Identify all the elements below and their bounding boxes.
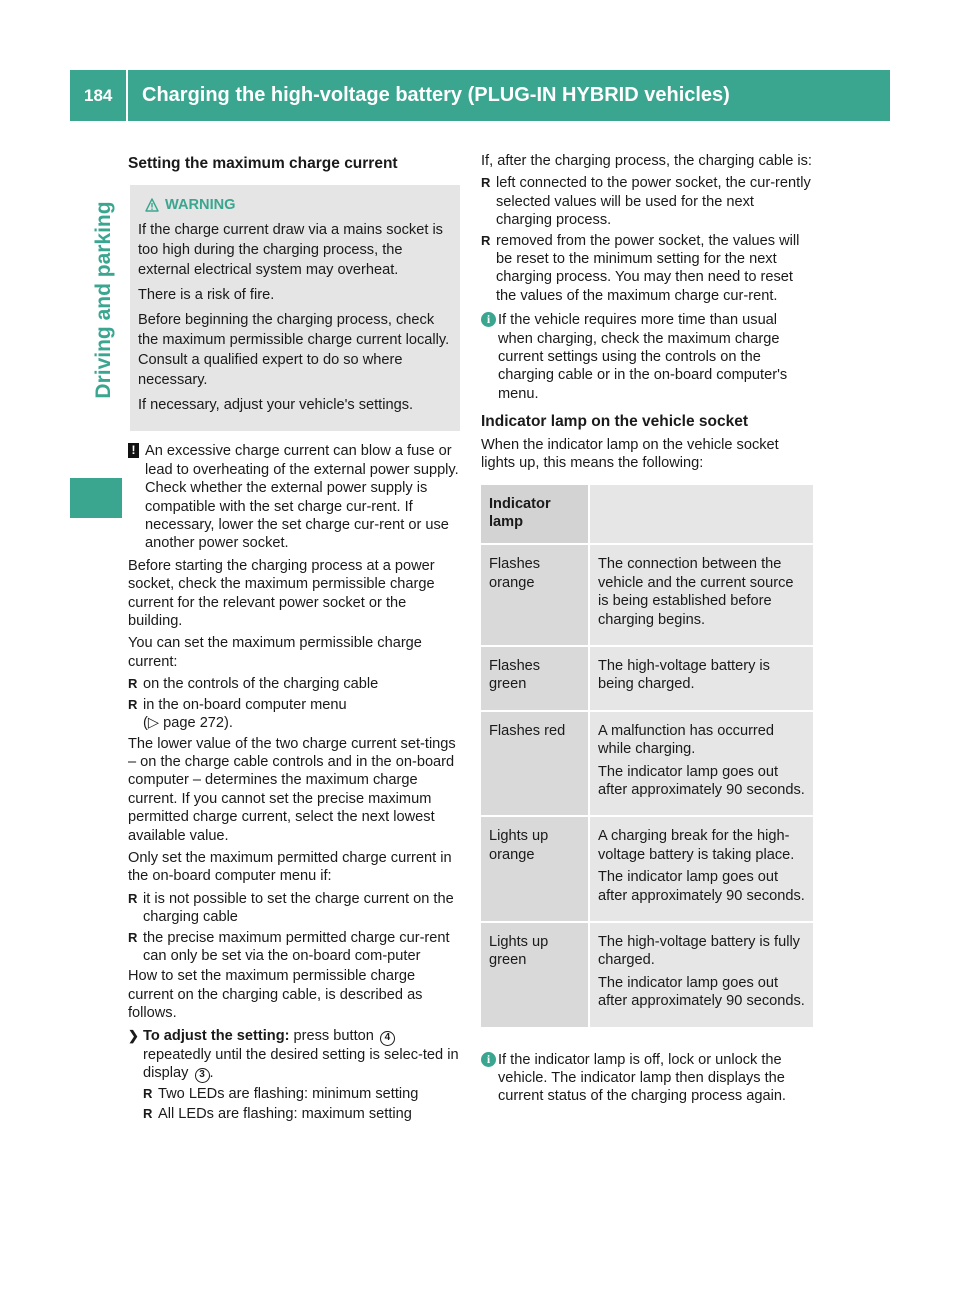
info-note [481,311,813,403]
info-text: If the vehicle requires more time than usual when charging, check the maximum charge current settings using the controls on the charging cable or in the on-board computer's menu. [498,312,788,402]
step-end: . [209,1065,214,1081]
callout-number-icon: 4 [380,1031,395,1046]
table-row [481,921,813,1027]
meaning-text: The indicator lamp goes out after approximately 90 seconds. [598,763,805,798]
lamp-meaning [590,710,813,816]
lamp-meaning [590,645,813,710]
info-icon: i [481,312,496,327]
meaning-text: The indicator lamp goes out after approximately 90 seconds. [598,974,805,1010]
table-row [481,645,813,710]
meaning-text: The indicator lamp goes out after approximately 90 seconds. [598,869,805,904]
callout-number-icon: 3 [195,1068,210,1083]
info-text: If the indicator lamp is off, lock or unlock the vehicle. The indicator lamp then displays the current status of the charging process again. [498,1051,786,1105]
meaning-text: The high-voltage battery is being charged. [598,657,770,693]
page-title: Charging the high-voltage battery (PLUG-IN HYBRID vehicles) [142,84,730,106]
warning-text: Before beginning the charging process, check the maximum permissible charge current locally. Consult a qualified expert to do so where necessary. [138,312,450,389]
paragraph: Only set the maximum permitted charge current in the on-board computer menu if: [128,849,452,885]
bullet-list [128,890,460,966]
paragraph: If, after the charging process, the charging cable is: [481,153,812,169]
lamp-state: Flashes green [481,645,590,710]
paragraph: When the indicator lamp on the vehicle socket lights up, this means the following: [481,436,779,472]
caution-note [128,442,460,552]
list-item: R the precise maximum permitted charge cur-rent can only be set via the on-board com-puter [128,929,460,966]
instruction-step [128,1027,460,1083]
warning-text: If the charge current draw via a mains socket is too high during the charging process, the external electrical system may overheat. [138,222,443,279]
lamp-meaning [590,815,813,921]
step-arrow-icon: ❯ [128,1027,139,1043]
paragraph: The lower value of the two charge current set-tings – on the charge cable controls and in the on-board computer – determines the maximum charge current. If you cannot set the precise maximum permitted charge current, select the next lowest available value. [128,735,456,844]
page-number: 184 [84,86,113,105]
indicator-table [481,485,813,1027]
lamp-meaning [590,543,813,645]
right-column [481,152,813,1110]
section-heading: Setting the maximum charge current [128,155,398,172]
warning-box [130,185,460,431]
list-item: R on the controls of the charging cable [128,675,460,693]
page-ref-arrow-icon: ▷ [147,715,160,732]
list-item: R in the on-board computer menu (▷ page 272). [128,696,460,733]
list-item-text: in the on-board computer menu [143,696,347,713]
table-row [481,710,813,816]
table-header-row [481,485,813,544]
paragraph: You can set the maximum permissible charge current: [128,635,422,670]
list-item: R it is not possible to set the charge current on the charging cable [128,890,460,927]
info-note [481,1051,813,1106]
table-row [481,543,813,645]
bullet-list [128,675,460,732]
step-text: press button [293,1027,374,1044]
lamp-state: Lights up orange [481,815,590,921]
table-header-cell-empty [590,485,813,544]
list-item: R removed from the power socket, the values will be reset to the minimum setting for the next charging process. You may then need to reset the values of the maximum charge cur-rent. [481,232,813,306]
meaning-text: The connection between the vehicle and the current source is being established before charging begins. [598,556,794,628]
list-item: R All LEDs are flashing: maximum setting [143,1105,460,1123]
section-heading: Indicator lamp on the vehicle socket [481,413,749,431]
list-item: R left connected to the power socket, the cur-rently selected values will be used for the next charging process. [481,174,813,229]
warning-text: There is a risk of fire. [138,287,275,304]
bullet-list [481,174,813,305]
lamp-state: Flashes red [481,710,590,816]
lamp-state: Lights up green [481,921,590,1027]
warning-triangle-icon [145,198,159,212]
page-reference: page 272). [163,715,233,732]
table-row [481,815,813,921]
meaning-text: A charging break for the high-voltage battery is taking place. [598,828,795,863]
info-icon: i [481,1052,496,1067]
meaning-text: The high-voltage battery is fully charged. [598,934,800,969]
table-header-cell: Indicator lamp [481,485,590,544]
sub-bullet-list [128,1085,460,1124]
lamp-state: Flashes orange [481,543,590,645]
left-column [128,152,460,1126]
warning-text: If necessary, adjust your vehicle's settings. [138,397,414,414]
list-item: R Two LEDs are flashing: minimum setting [143,1085,460,1103]
header-divider [126,70,128,121]
paragraph: How to set the maximum permissible charge current on the charging cable, is described as follows. [128,968,423,1022]
step-label: To adjust the setting: [143,1027,290,1044]
exclamation-icon: ! [128,443,139,458]
side-tab-marker [70,478,122,518]
meaning-text: A malfunction has occurred while charging. [598,722,775,758]
step-text: repeatedly until the desired setting is selec-ted in display [143,1046,459,1081]
page-header [70,70,890,121]
warning-label: WARNING [165,197,236,214]
warning-title [138,195,452,215]
lamp-meaning [590,921,813,1027]
paragraph: Before starting the charging process at a power socket, check the maximum permissible charge current for the relevant power socket or the building. [128,557,435,630]
side-tab-label: Driving and parking [92,201,115,399]
side-tab [84,150,124,450]
caution-text: An excessive charge current can blow a fuse or lead to overheating of the external power supply. Check whether the external power supply is compatible with the set charge cur-rent. If necessary, lower the set charge cur-rent or use another power socket. [145,443,459,552]
